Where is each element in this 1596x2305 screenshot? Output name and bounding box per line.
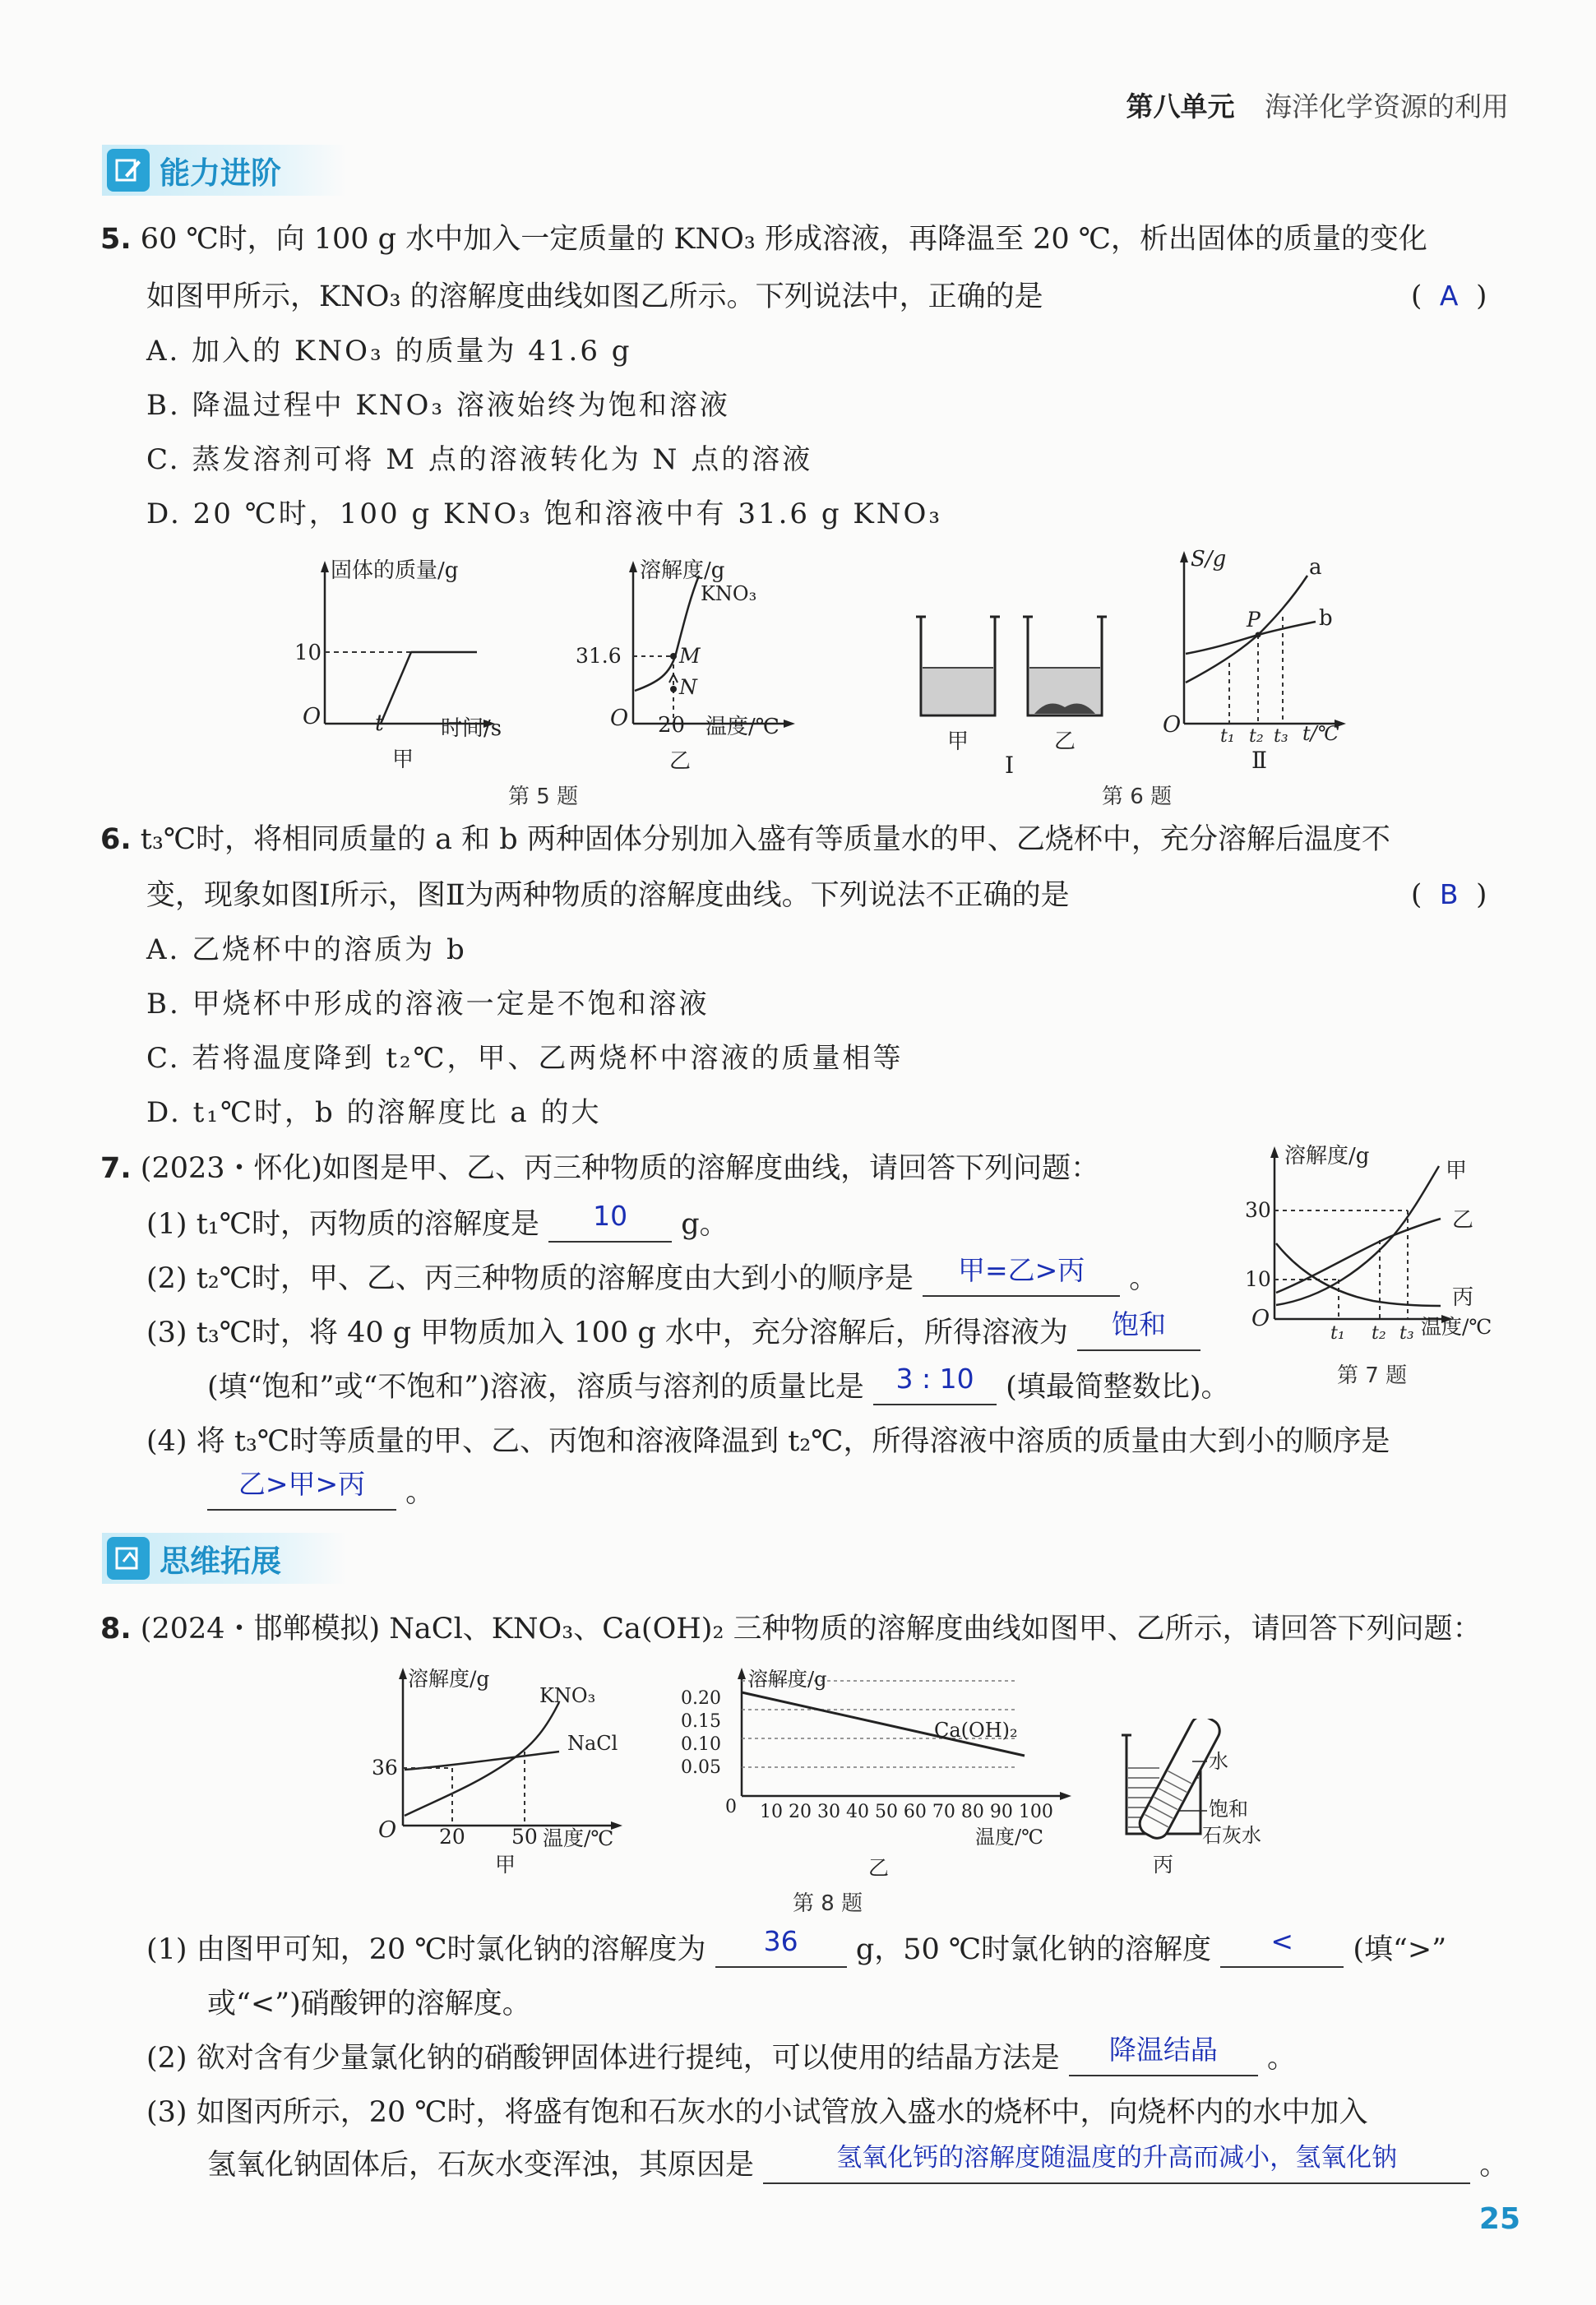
q8-stem-line — [100, 1608, 1482, 1650]
q6-number: 6. — [100, 823, 132, 856]
q6-stem1: t₃℃时，将相同质量的 a 和 b 两种固体分别加入盛有等质量水的甲、乙烧杯中，充分溶解后温度不 — [140, 823, 1390, 856]
q5-option-b: B. 降温过程中 KNO₃ 溶液始终为饱和溶液 — [146, 389, 730, 422]
page-header — [1126, 86, 1510, 124]
q8-answer1: 36 — [763, 1925, 798, 1957]
q7-stem: (2023・怀化)如图是甲、乙、丙三种物质的溶解度曲线，请回答下列问题： — [140, 1152, 1100, 1185]
q8-p1b-text: g，50 ℃时氯化钠的溶解度 — [855, 1933, 1212, 1966]
q7-answer3: 饱和 — [1112, 1308, 1166, 1340]
q7fig-y30: 30 — [1245, 1198, 1271, 1222]
q7fig-curve1: 甲 — [1446, 1159, 1468, 1183]
q8-blank3 — [763, 2143, 1470, 2184]
q8jia-xlabel: 温度/℃ — [543, 1826, 614, 1850]
q8-part1-cont: 或“<”)硝酸钾的溶解度。 — [207, 1988, 531, 2020]
section-heading-thinking — [102, 1533, 347, 1584]
q8-answer1b: < — [1270, 1925, 1294, 1957]
fig2-t3: t₃ — [1274, 726, 1288, 747]
jia-caption: 甲 — [392, 748, 414, 772]
q8-part3: (3) 如图丙所示，20 ℃时，将盛有饱和石灰水的小试管放入盛水的烧杯中，向烧杯内的水中加入 — [146, 2096, 1368, 2129]
q8yi-ytick-2: 0.15 — [681, 1711, 721, 1732]
q7-p3b-text: (填“饱和”或“不饱和”)溶液，溶质与溶剂的质量比是 — [207, 1371, 864, 1404]
jia-ytick: 10 — [294, 641, 322, 665]
yi-ytick: 31.6 — [576, 644, 622, 668]
q6-option-a: A. 乙烧杯中的溶质为 b — [146, 933, 467, 966]
q8-part1 — [146, 1925, 1447, 1970]
q8yi-ylabel: 溶解度/g — [748, 1668, 827, 1691]
bing-caption: 丙 — [1153, 1853, 1174, 1877]
q8-p3b-text: 氢氧化钠固体后，石灰水变浑浊，其原因是 — [207, 2149, 755, 2182]
unit-title: 海洋化学资源的利用 — [1265, 90, 1509, 123]
q8yi-xticks: 10 20 30 40 50 60 70 80 90 100 — [760, 1802, 1053, 1822]
section-heading-ability — [102, 145, 347, 196]
q8yi-caption: 乙 — [868, 1856, 890, 1880]
fig2-point-p: P — [1247, 608, 1261, 632]
q5-answer: A — [1439, 280, 1459, 312]
q8yi-ytick-1: 0.20 — [681, 1688, 721, 1709]
section-title: 能力进阶 — [160, 155, 281, 191]
bing-label-limewater: 石灰水 — [1202, 1824, 1261, 1847]
q7-answer1: 10 — [593, 1200, 628, 1232]
q8jia-x20: 20 — [439, 1825, 465, 1849]
q8jia-curve2: NaCl — [567, 1732, 618, 1755]
q7fig-t2: t₂ — [1372, 1323, 1386, 1344]
q7-blank1 — [548, 1200, 672, 1243]
unit-label: 第八单元 — [1126, 90, 1235, 123]
q8-blank2 — [1069, 2034, 1258, 2076]
fig2-origin: O — [1163, 712, 1182, 738]
q7-p3-text: (3) t₃℃时，将 40 g 甲物质加入 100 g 水中，充分溶解后，所得溶液为 — [146, 1317, 1068, 1349]
q6-answer: B — [1439, 878, 1459, 910]
q6-figure-solubility — [1151, 543, 1365, 773]
page-number: 25 — [1478, 2202, 1520, 2236]
yi-ylabel: 溶解度/g — [640, 558, 725, 583]
q8-number: 8. — [100, 1613, 132, 1645]
q7-p4-end: 。 — [405, 1476, 435, 1509]
brain-icon — [107, 1537, 150, 1580]
beaker-jia-label: 甲 — [947, 729, 969, 754]
yi-curve-label: KNO₃ — [701, 582, 757, 605]
q7fig-t3: t₃ — [1399, 1323, 1414, 1344]
q8-p1c-text: (填“>” — [1353, 1933, 1447, 1966]
q7-p2-text: (2) t₂℃时，甲、乙、丙三种物质的溶解度由大到小的顺序是 — [146, 1262, 914, 1295]
q7-part4: (4) 将 t₃℃时等质量的甲、乙、丙饱和溶液降温到 t₂℃，所得溶液中溶质的质量由大到小的顺序是 — [146, 1425, 1390, 1458]
q8-answer3: 氢氧化钙的溶解度随温度的升高而减小，氢氧化钠 — [836, 2143, 1398, 2173]
fig2-caption: Ⅱ — [1251, 747, 1268, 773]
q6-option-b: B. 甲烧杯中形成的溶液一定是不饱和溶液 — [146, 988, 710, 1021]
q7-number: 7. — [100, 1152, 132, 1185]
bing-label-water: 水 — [1209, 1750, 1228, 1773]
q5-stem-line1 — [100, 219, 1427, 260]
q7-p1-unit: g。 — [681, 1208, 729, 1241]
q6-option-d: D. t₁℃时，b 的溶解度比 a 的大 — [146, 1096, 602, 1129]
q8yi-curve: Ca(OH)₂ — [934, 1719, 1018, 1742]
q7-p3c-text: (填最简整数比)。 — [1006, 1371, 1230, 1404]
q7-figure — [1233, 1136, 1513, 1358]
q7-blank4 — [207, 1468, 396, 1511]
q7fig-y10: 10 — [1245, 1267, 1271, 1291]
q7-stem-line — [100, 1148, 1099, 1189]
q8jia-origin: O — [378, 1817, 397, 1843]
q7-part4-answer-line — [207, 1468, 435, 1513]
q6-option-c: C. 若将温度降到 t₂℃，甲、乙两烧杯中溶液的质量相等 — [146, 1042, 904, 1075]
q7-part2 — [146, 1254, 1159, 1299]
q8yi-origin: 0 — [725, 1797, 737, 1817]
fig2-curve-a: a — [1309, 555, 1322, 580]
q8yi-ytick-4: 0.05 — [681, 1757, 721, 1778]
q8yi-xlabel: 温度/℃ — [975, 1826, 1043, 1849]
q8-p2-text: (2) 欲对含有少量氯化钠的硝酸钾固体进行提纯，可以使用的结晶方法是 — [146, 2042, 1060, 2075]
q5-stem1: 60 ℃时，向 100 g 水中加入一定质量的 KNO₃ 形成溶液，再降温至 20 ℃，析出固体的质量的变化 — [140, 223, 1427, 256]
q8yi-ytick-3: 0.10 — [681, 1734, 721, 1755]
q7-blank3b — [873, 1363, 997, 1405]
q5-figure-yi — [567, 551, 814, 781]
q8-part3-cont — [207, 2145, 1508, 2186]
q8-stem: (2024・邯郸模拟) NaCl、KNO₃、Ca(OH)₂ 三种物质的溶解度曲线如图甲、乙所示，请回答下列问题： — [140, 1613, 1482, 1645]
q7fig-ylabel: 溶解度/g — [1284, 1144, 1370, 1169]
q8jia-curve1: KNO₃ — [539, 1684, 596, 1707]
q6-answer-paren: ( B ) — [1411, 878, 1487, 911]
yi-point-m: M — [679, 644, 701, 668]
jia-xlabel: 时间/s — [441, 716, 502, 741]
fig2-curve-b: b — [1319, 606, 1333, 631]
q8jia-ytick: 36 — [372, 1756, 398, 1780]
q8-figure-yi — [679, 1664, 1074, 1886]
yi-origin: O — [610, 706, 629, 731]
q5-option-c: C. 蒸发溶剂可将 M 点的溶液转化为 N 点的溶液 — [146, 443, 813, 476]
q8jia-x50: 50 — [511, 1825, 538, 1849]
q7-blank3 — [1077, 1308, 1200, 1351]
fig2-xlabel: t/℃ — [1302, 722, 1339, 745]
q7-part3-cont — [207, 1363, 1230, 1408]
q7-part1 — [146, 1200, 729, 1245]
bing-label-saturated: 饱和 — [1209, 1798, 1248, 1821]
yi-xlabel: 温度/℃ — [705, 715, 779, 739]
jia-xtick: t — [375, 710, 384, 736]
q5-option-d: D. 20 ℃时，100 g KNO₃ 饱和溶液中有 31.6 g KNO₃ — [146, 498, 943, 530]
q8-p1-text: (1) 由图甲可知，20 ℃时氯化钠的溶解度为 — [146, 1933, 706, 1966]
q7fig-curve2: 乙 — [1452, 1208, 1474, 1233]
jia-ylabel: 固体的质量/g — [331, 558, 459, 583]
q7-p2-end: 。 — [1129, 1262, 1159, 1295]
q7-blank2 — [923, 1254, 1120, 1297]
q8-blank1b — [1220, 1925, 1344, 1968]
section-title: 思维拓展 — [160, 1544, 281, 1579]
q8-answer2: 降温结晶 — [1108, 2034, 1218, 2066]
q7-answer4: 乙>甲>丙 — [238, 1468, 366, 1500]
q7-part3 — [146, 1308, 1200, 1354]
q7-answer3b: 3 : 10 — [895, 1363, 974, 1395]
jia-origin: O — [303, 704, 322, 729]
pencil-icon — [107, 149, 150, 192]
yi-xtick: 20 — [658, 713, 686, 738]
q8-p3-end: 。 — [1479, 2149, 1509, 2182]
yi-caption: 乙 — [669, 749, 692, 774]
q7-caption: 第 7 题 — [1337, 1363, 1408, 1388]
q6-stem2: 变，现象如图Ⅰ所示，图Ⅱ为两种物质的溶解度曲线。下列说法不正确的是 — [146, 879, 1070, 912]
q7fig-xlabel: 温度/℃ — [1421, 1315, 1492, 1339]
q8jia-ylabel: 溶解度/g — [408, 1667, 490, 1691]
q8-figure-bing — [1110, 1719, 1299, 1891]
q8jia-caption: 甲 — [495, 1853, 516, 1877]
q5-option-a: A. 加入的 KNO₃ 的质量为 41.6 g — [146, 335, 632, 368]
q6-stem-line1 — [100, 819, 1390, 860]
fig1-caption: Ⅰ — [1005, 752, 1015, 779]
fig2-t1: t₁ — [1220, 726, 1235, 747]
q7fig-origin: O — [1251, 1306, 1270, 1331]
q8-blank1 — [715, 1925, 847, 1968]
q5-answer-paren: ( A ) — [1411, 280, 1487, 312]
q5-figure-jia — [288, 551, 534, 781]
q7-answer2: 甲=乙>丙 — [957, 1254, 1085, 1286]
q5-stem2: 如图甲所示，KNO₃ 的溶解度曲线如图乙所示。下列说法中，正确的是 — [146, 280, 1043, 313]
beaker-yi-label: 乙 — [1054, 729, 1076, 754]
q7-p1-text: (1) t₁℃时，丙物质的溶解度是 — [146, 1208, 539, 1241]
q7fig-curve3: 丙 — [1452, 1285, 1474, 1310]
fig2-t2: t₂ — [1249, 726, 1264, 747]
q5-caption: 第 5 题 — [508, 785, 579, 809]
fig2-ylabel: S/g — [1191, 547, 1227, 572]
q8-part2 — [146, 2034, 1297, 2079]
q7fig-t1: t₁ — [1330, 1323, 1345, 1344]
q8-p2-end: 。 — [1267, 2042, 1297, 2075]
q6-caption: 第 6 题 — [1102, 785, 1173, 809]
q5-number: 5. — [100, 223, 132, 256]
q8-figure-jia — [370, 1661, 650, 1883]
yi-point-n: N — [679, 675, 697, 699]
q8-caption: 第 8 题 — [793, 1891, 863, 1916]
q6-figure-beakers — [904, 600, 1135, 781]
